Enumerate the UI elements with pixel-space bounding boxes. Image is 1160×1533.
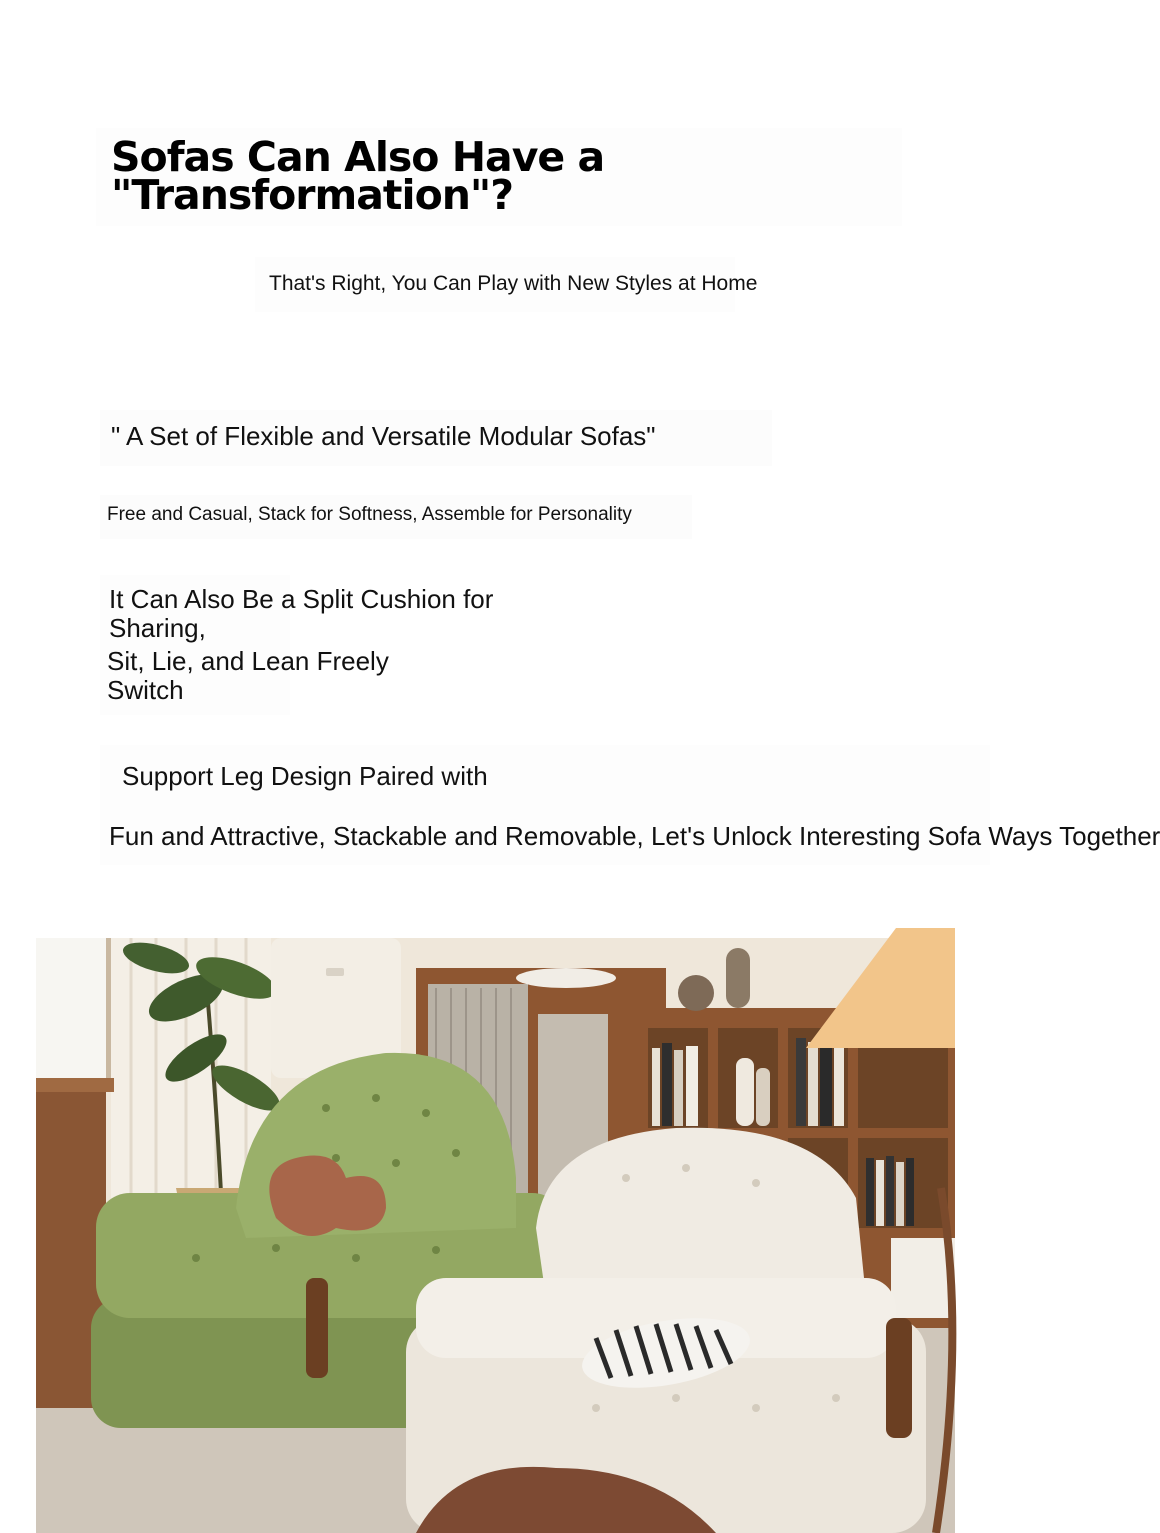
split-feature-line-1: It Can Also Be a Split Cushion for [109, 584, 494, 614]
section-tagline: Free and Casual, Stack for Softness, Assemble for Personality [107, 504, 632, 525]
beads-decor [678, 975, 714, 1011]
split-feature-line-3: Sit, Lie, and Lean Freely [107, 646, 389, 676]
split-feature-text [107, 585, 493, 705]
split-feature-line-2: Sharing, [109, 613, 206, 643]
support-leg-description: Fun and Attractive, Stackable and Removable, Let's Unlock Interesting Sofa Ways Together [109, 821, 1160, 851]
support-leg-heading: Support Leg Design Paired with [122, 761, 488, 791]
sofa-product-photo [36, 938, 955, 1533]
vase [736, 1058, 754, 1126]
bowl-decor [516, 968, 616, 988]
split-feature-line-4: Switch [107, 675, 184, 705]
page-subtitle: That's Right, You Can Play with New Styles at Home [269, 272, 758, 295]
sofa-illustration [36, 938, 955, 1533]
title-line-2: "Transformation"? [111, 171, 514, 219]
tall-vase [726, 948, 750, 1008]
title-line-1: Sofas Can Also Have a [111, 133, 605, 181]
section-title: " A Set of Flexible and Versatile Modular Sofas" [111, 421, 656, 451]
window [36, 938, 111, 1088]
page-title [111, 133, 605, 219]
